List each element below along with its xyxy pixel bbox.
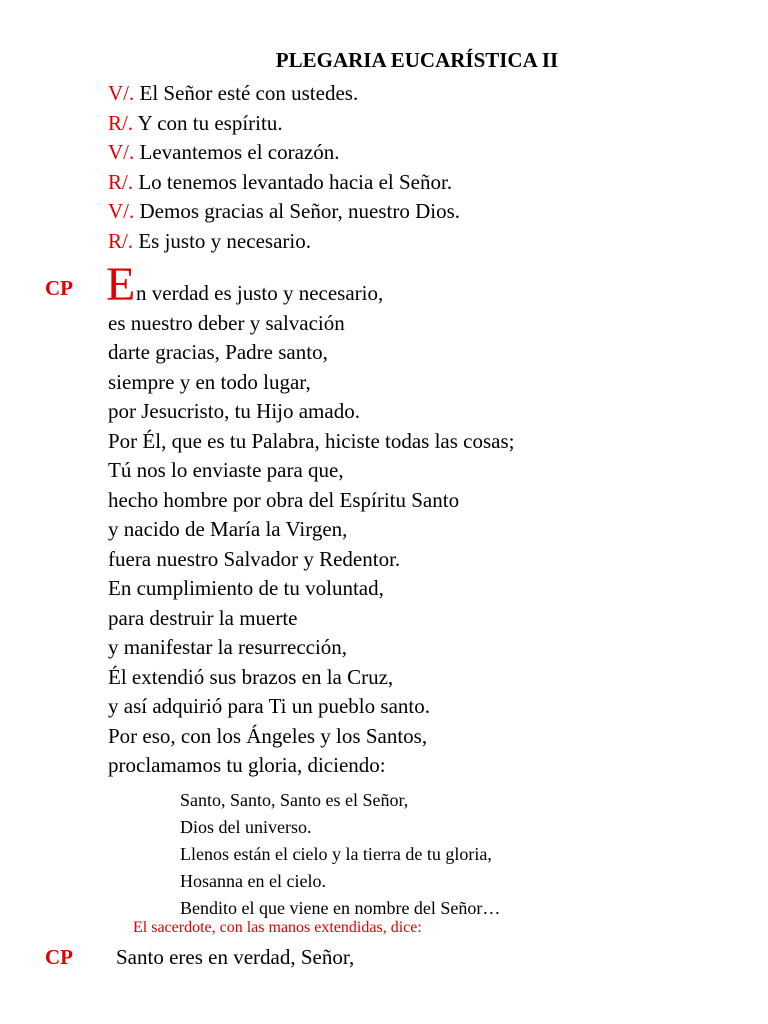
preface-line: n verdad es justo y necesario,	[136, 281, 384, 305]
sanctus-line: Hosanna en el cielo.	[180, 871, 326, 891]
dialogue-text: Levantemos el corazón.	[134, 140, 340, 165]
preface-line: proclamamos tu gloria, diciendo:	[108, 753, 386, 777]
dialogue-line	[108, 109, 460, 139]
preface-line: siempre y en todo lugar,	[108, 369, 311, 394]
speaker-label: CP	[45, 945, 73, 969]
dialogue-text: Lo tenemos levantado hacia el Señor.	[133, 169, 453, 194]
rubric-instruction: El sacerdote, con las manos extendidas, dice:	[133, 919, 422, 936]
dialogue-text: Es justo y necesario.	[133, 228, 311, 253]
dialogue-line	[108, 227, 460, 257]
preface-line: para destruir la muerte	[108, 605, 298, 630]
preface-text	[108, 279, 515, 781]
preface-line: En cumplimiento de tu voluntad,	[108, 576, 384, 600]
versicle-marker: V/.	[108, 199, 135, 224]
versicle-marker: V/.	[108, 140, 135, 165]
dialogue-line	[108, 138, 460, 168]
dialogue-line	[108, 79, 460, 109]
preface-line: y así adquirió para Ti un pueblo santo.	[108, 694, 430, 718]
preface-line: Él extendió sus brazos en la Cruz,	[108, 664, 394, 689]
preface-line: hecho hombre por obra del Espíritu Santo	[108, 487, 460, 512]
preface-line: Por eso, con los Ángeles y los Santos,	[108, 723, 428, 748]
response-marker: R/.	[108, 228, 134, 253]
preface-line: por Jesucristo, tu Hijo amado.	[108, 399, 360, 423]
dialogue-block	[108, 79, 460, 257]
dialogue-line	[108, 197, 460, 227]
preface-line: Por Él, que es tu Palabra, hiciste todas las cosas;	[108, 428, 515, 453]
sanctus-line: Llenos están el cielo y la tierra de tu gloria,	[180, 844, 492, 864]
versicle-marker: V/.	[108, 81, 135, 105]
speaker-label: CP	[45, 276, 73, 300]
preface-line: y manifestar la resurrección,	[108, 635, 348, 659]
dialogue-text: El Señor esté con ustedes.	[134, 81, 359, 105]
sanctus-block	[180, 787, 500, 922]
dialogue-text: Demos gracias al Señor, nuestro Dios.	[134, 199, 461, 224]
preface-line: es nuestro deber y salvación	[108, 310, 345, 335]
preface-line: fuera nuestro Salvador y Redentor.	[108, 546, 401, 571]
preface-line: darte gracias, Padre santo,	[108, 340, 328, 364]
dialogue-text: Y con tu espíritu.	[133, 110, 283, 135]
preface-line: Tú nos lo enviaste para que,	[108, 458, 344, 482]
page-title: PLEGARIA EUCARÍSTICA II	[275, 48, 559, 72]
response-marker: R/.	[108, 110, 134, 135]
response-marker: R/.	[108, 169, 134, 194]
preface-line: y nacido de María la Virgen,	[108, 517, 348, 541]
dialogue-line	[108, 168, 460, 198]
sanctus-line: Bendito el que viene en nombre del Señor…	[180, 898, 501, 918]
sanctus-line: Santo, Santo, Santo es el Señor,	[180, 790, 409, 810]
sanctus-line: Dios del universo.	[180, 817, 312, 837]
drop-cap: E	[106, 258, 136, 311]
prayer-line: Santo eres en verdad, Señor,	[116, 945, 355, 969]
